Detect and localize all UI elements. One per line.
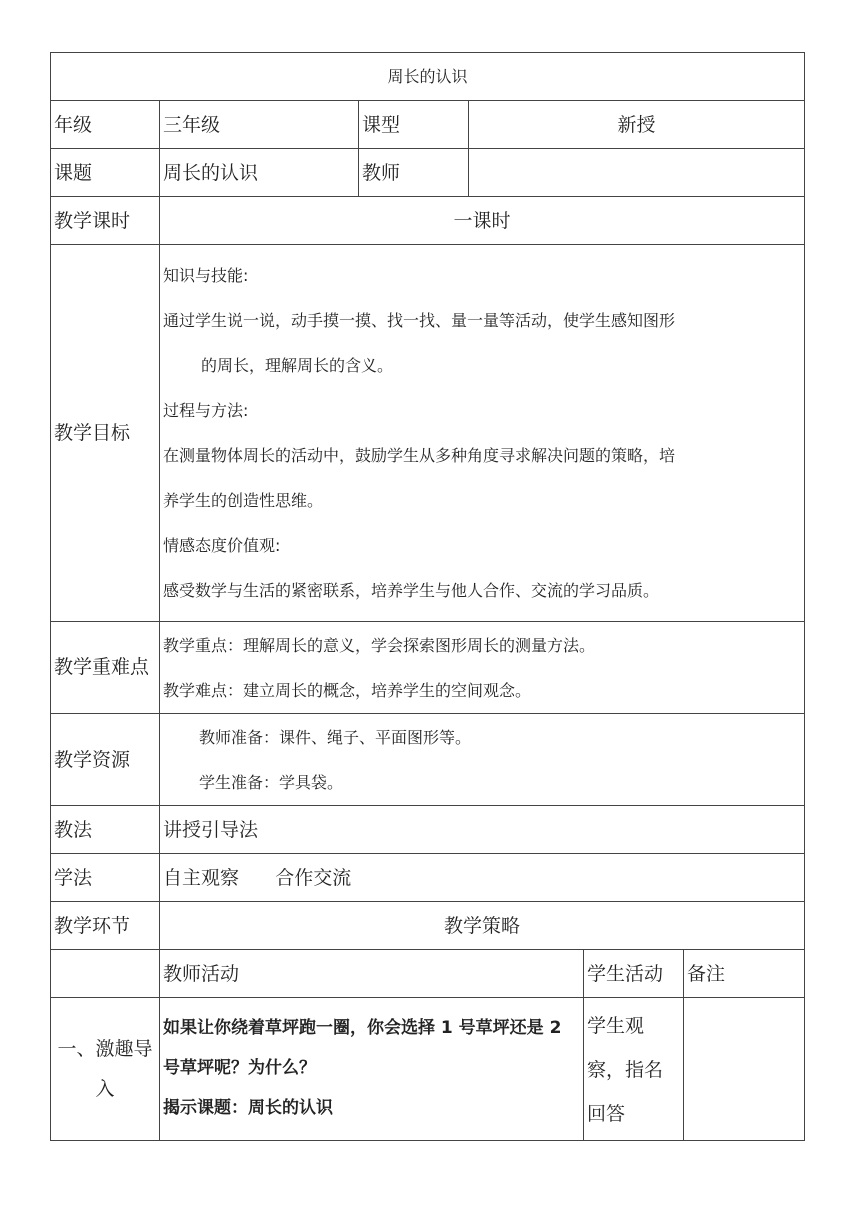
period-value: 一课时 — [160, 197, 805, 245]
lesson-plan-table — [50, 52, 805, 1141]
teacher-activity-header: 教师活动 — [160, 950, 584, 998]
method-row — [51, 806, 805, 854]
topic-label: 课题 — [51, 149, 160, 197]
difficulty-label: 教学重难点 — [51, 622, 160, 714]
study-value: 自主观察 合作交流 — [160, 854, 805, 902]
method-label: 教法 — [51, 806, 160, 854]
teacher-prep: 教师准备：课件、绳子、平面图形等。 — [199, 727, 472, 747]
study-row — [51, 854, 805, 902]
difficulty-row — [51, 622, 805, 714]
title-row — [51, 53, 805, 101]
lead-in-topic: 揭示课题：周长的认识 — [163, 1098, 333, 1118]
knowledge-line: 的周长，理解周长的含义。 — [201, 356, 394, 375]
student-response: 学生观察，指名回答 — [587, 1015, 664, 1125]
lead-in-question: 如果让你绕着草坪跑一圈，你会选择 1 号草坪还是 2 号草坪呢？为什么？ — [163, 1018, 562, 1078]
stage-row — [51, 902, 805, 950]
teacher-label: 教师 — [359, 149, 469, 197]
method-value: 讲授引导法 — [160, 806, 805, 854]
grade-label: 年级 — [51, 101, 160, 149]
notes-header: 备注 — [684, 950, 805, 998]
section1-notes — [684, 998, 805, 1141]
emotion-line: 感受数学与生活的紧密联系，培养学生与他人合作、交流的学习品质。 — [163, 581, 660, 600]
section1-label: 一、激趣导入 — [51, 998, 160, 1141]
objectives-content — [160, 245, 805, 622]
resources-content — [160, 714, 805, 806]
activity-header-row — [51, 950, 805, 998]
objectives-label: 教学目标 — [51, 245, 160, 622]
resources-label: 教学资源 — [51, 714, 160, 806]
resources-row — [51, 714, 805, 806]
stage-label: 教学环节 — [51, 902, 160, 950]
topic-row — [51, 149, 805, 197]
student-prep: 学生准备：学具袋。 — [199, 772, 344, 792]
grade-row — [51, 101, 805, 149]
process-line: 养学生的创造性思维。 — [163, 491, 324, 510]
topic-value: 周长的认识 — [160, 149, 359, 197]
emotion-heading: 情感态度价值观: — [163, 536, 281, 555]
empty-cell — [51, 950, 160, 998]
process-line: 在测量物体周长的活动中，鼓励学生从多种角度寻求解决问题的策略，培 — [163, 446, 676, 465]
strategy-label: 教学策略 — [160, 902, 805, 950]
type-label: 课型 — [359, 101, 469, 149]
teacher-value — [469, 149, 805, 197]
period-row — [51, 197, 805, 245]
knowledge-heading: 知识与技能: — [163, 266, 249, 285]
hard-point: 教学难点：建立周长的概念，培养学生的空间观念。 — [163, 680, 532, 700]
type-value: 新授 — [469, 101, 805, 149]
period-label: 教学课时 — [51, 197, 160, 245]
knowledge-line: 通过学生说一说，动手摸一摸、找一找、量一量等活动，使学生感知图形 — [163, 311, 676, 330]
objectives-row — [51, 245, 805, 622]
student-activity-header: 学生活动 — [584, 950, 684, 998]
study-label: 学法 — [51, 854, 160, 902]
difficulty-content — [160, 622, 805, 714]
section1-student — [584, 998, 684, 1141]
process-heading: 过程与方法: — [163, 401, 249, 420]
grade-value: 三年级 — [160, 101, 359, 149]
page-title: 周长的认识 — [51, 53, 805, 101]
section1-teacher — [160, 998, 584, 1141]
key-point: 教学重点：理解周长的意义，学会探索图形周长的测量方法。 — [163, 635, 596, 655]
section1-row — [51, 998, 805, 1141]
